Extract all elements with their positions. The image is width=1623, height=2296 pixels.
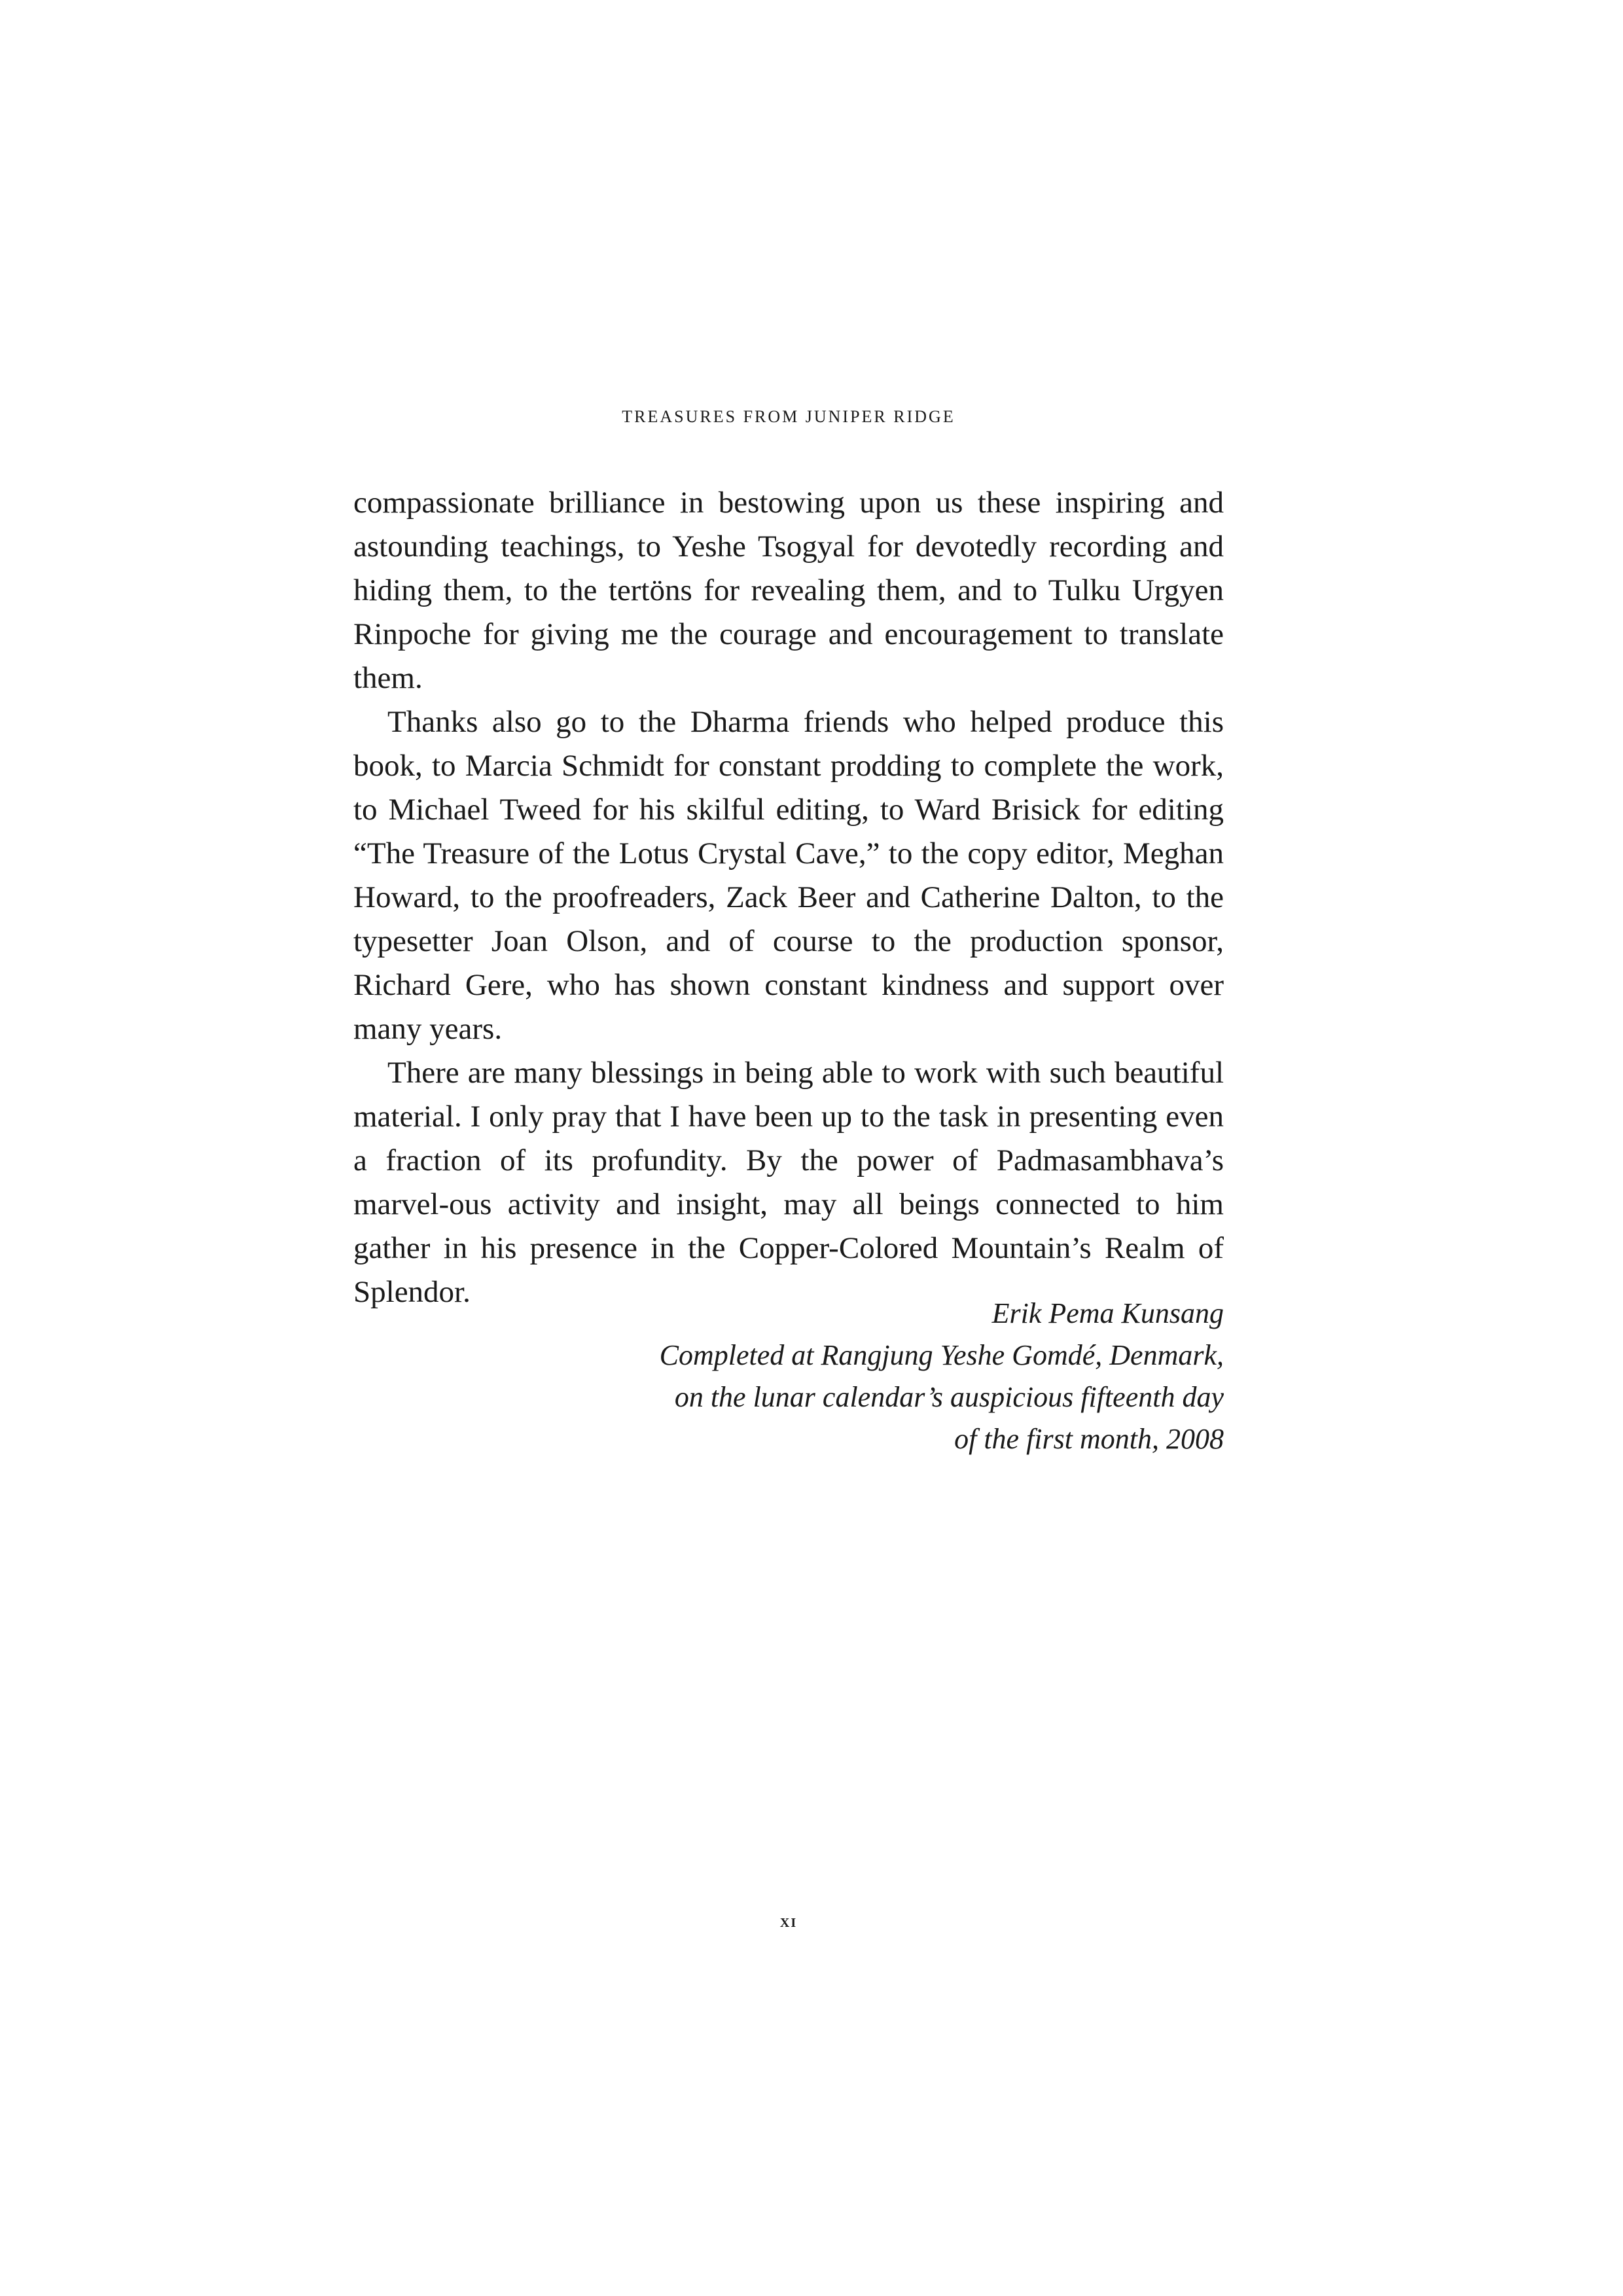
page-number: xi [779, 1911, 798, 1931]
signature-name: Erik Pema Kunsang [991, 1297, 1224, 1329]
paragraph-2: Thanks also go to the Dharma friends who helped produce this book, to Marcia Schmidt for constant prodding to complete the work, to Michael Tweed for his skilful editing, to Ward Brisick for editing “The Treasure of the Lotus Crystal Cave,” to the copy editor, Meghan Howard, to the proofreaders, Zack Beer and Catherine Dalton, to the typesetter Joan Olson, and of course to the production sponsor, Richard Gere, who has shown constant kindness and support over many years. [353, 705, 1224, 1046]
signature-month-year: of the first month, 2008 [954, 1423, 1224, 1455]
paragraph-3: There are many blessings in being able to work with such beautiful material. I only pray that I have been up to the task in presenting even a fraction of its profundity. By the power of Padmasambhava’s marvel-ous activity and insight, may all beings connected to him gather in his presence in the Copper-Colored Mountain’s Realm of Splendor. [353, 1056, 1224, 1309]
signature-date-line: on the lunar calendar’s auspicious fifteenth day [674, 1381, 1224, 1413]
running-head: TREASURES FROM JUNIPER RIDGE [622, 407, 955, 426]
paragraph-1: compassionate brilliance in bestowing upon us these inspiring and astounding teachings, to Yeshe Tsogyal for devotedly recording and hiding them, to the tertöns for revealing them, and to Tulku Urgyen Rinpoche for giving me the courage and encouragement to translate them. [353, 486, 1224, 695]
signature-place: Completed at Rangjung Yeshe Gomdé, Denmark, [659, 1339, 1224, 1371]
body-text [353, 481, 1224, 1314]
signature-block [353, 1293, 1224, 1460]
